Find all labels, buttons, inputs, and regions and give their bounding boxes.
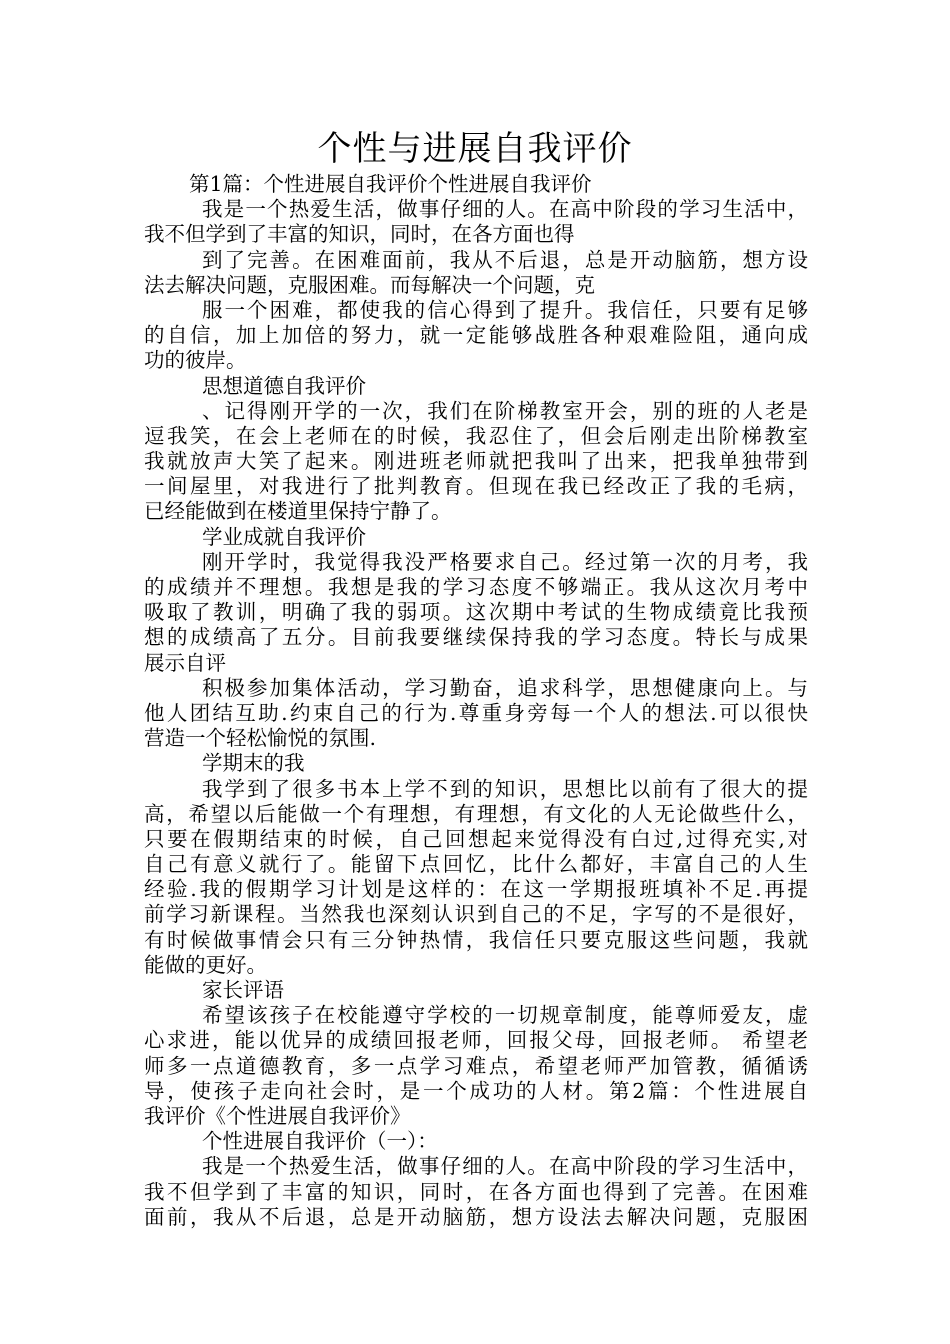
section-heading: 学业成就自我评价 xyxy=(202,524,366,549)
document-body xyxy=(144,172,808,1230)
paragraph-line: 我就放声大笑了起来。刚进班老师就把我叫了出来，把我单独带到 xyxy=(144,449,808,474)
paragraph-line: 的成绩并不理想。我想是我的学习态度不够端正。我从这次月考中 xyxy=(144,575,808,599)
paragraph-line: 经验.我的假期学习计划是这样的：在这一学期报班填补不足.再提 xyxy=(144,877,808,902)
section-heading: 思想道德自我评价 xyxy=(202,373,366,398)
paragraph-line: 前学习新课程。当然我也深刻认识到自己的不足，字写的不是很好， xyxy=(144,902,808,927)
paragraph-line: 的自信，加上加倍的努力，就一定能够战胜各种艰难险阻，通向成 xyxy=(144,323,808,348)
section-heading: 家长评语 xyxy=(202,978,284,1002)
section-heading: 个性进展自我评价（一）： xyxy=(202,1129,438,1154)
paragraph-line: 到了完善。在困难面前，我从不后退，总是开动脑筋，想方设 xyxy=(202,247,808,272)
paragraph-line: 有时候做事情会只有三分钟热情，我信任只要克服这些问题，我就 xyxy=(144,927,808,952)
paragraph-line: 他人团结互助.约束自己的行为.尊重身旁每一个人的想法.可以很快 xyxy=(144,700,808,725)
paragraph-line: 师多一点道德教育，多一点学习难点，希望老师严加管教，循循诱 xyxy=(144,1053,808,1078)
paragraph-line: 逗我笑，在会上老师在的时候，我忍住了，但会后刚走出阶梯教室 xyxy=(144,423,808,448)
paragraph-line: 我不但学到了丰富的知识，同时，在各方面也得到了完善。在困难 xyxy=(144,1179,808,1204)
paragraph-line: 心求进，能以优异的成绩回报老师，回报父母，回报老师。 希望老 xyxy=(144,1028,808,1053)
paragraph-line: 法去解决问题，克服困难。而每解决一个问题，克 xyxy=(144,272,595,297)
paragraph-line: 我评价《个性进展自我评价》 xyxy=(144,1103,411,1128)
paragraph-line: 高，希望以后能做一个有理想，有理想，有文化的人无论做些什么， xyxy=(144,801,808,826)
section-heading: 第1篇：个性进展自我评价个性进展自我评价 xyxy=(189,172,592,196)
paragraph-line: 服一个困难，都使我的信心得到了提升。我信任，只要有足够 xyxy=(202,297,808,322)
paragraph-line: 吸取了教训，明确了我的弱项。这次期中考试的生物成绩竟比我预 xyxy=(144,600,808,625)
paragraph-line: 、记得刚开学的一次，我们在阶梯教室开会，别的班的人老是 xyxy=(202,398,808,423)
paragraph-line: 我不但学到了丰富的知识，同时，在各方面也得 xyxy=(144,222,575,247)
paragraph-line: 已经能做到在楼道里保持宁静了。 xyxy=(144,499,452,524)
document-title: 个性与进展自我评价 xyxy=(317,129,633,169)
paragraph-line: 自己有意义就行了。能留下点回忆，比什么都好，丰富自己的人生 xyxy=(144,852,808,877)
paragraph-line: 希望该孩子在校能遵守学校的一切规章制度，能尊师爱友，虚 xyxy=(202,1003,808,1028)
section-heading: 学期末的我 xyxy=(202,751,305,776)
paragraph-line: 能做的更好。 xyxy=(144,952,267,977)
paragraph-line: 我是一个热爱生活，做事仔细的人。在高中阶段的学习生活中， xyxy=(202,1154,808,1179)
paragraph-line: 营造一个轻松愉悦的氛围. xyxy=(144,726,377,751)
paragraph-line: 我是一个热爱生活，做事仔细的人。在高中阶段的学习生活中， xyxy=(202,197,808,222)
paragraph-line: 我学到了很多书本上学不到的知识，思想比以前有了很大的提 xyxy=(202,776,808,801)
paragraph-line: 功的彼岸。 xyxy=(144,348,247,373)
paragraph-line: 一间屋里，对我进行了批判教育。但现在我已经改正了我的毛病， xyxy=(144,474,808,499)
paragraph-line: 面前，我从不后退，总是开动脑筋，想方设法去解决问题，克服困 xyxy=(144,1204,808,1229)
paragraph-line: 只要在假期结束的时候，自己回想起来觉得没有白过,过得充实,对 xyxy=(144,826,808,851)
paragraph-line: 刚开学时，我觉得我没严格要求自己。经过第一次的月考，我 xyxy=(202,549,808,574)
paragraph-line: 积极参加集体活动，学习勤奋，追求科学，思想健康向上。与 xyxy=(202,675,808,700)
paragraph-line: 展示自评 xyxy=(144,650,226,675)
paragraph-line: 想的成绩高了五分。目前我要继续保持我的学习态度。特长与成果 xyxy=(144,625,808,650)
paragraph-line: 导，使孩子走向社会时，是一个成功的人材。第2篇：个性进展自 xyxy=(144,1078,808,1103)
